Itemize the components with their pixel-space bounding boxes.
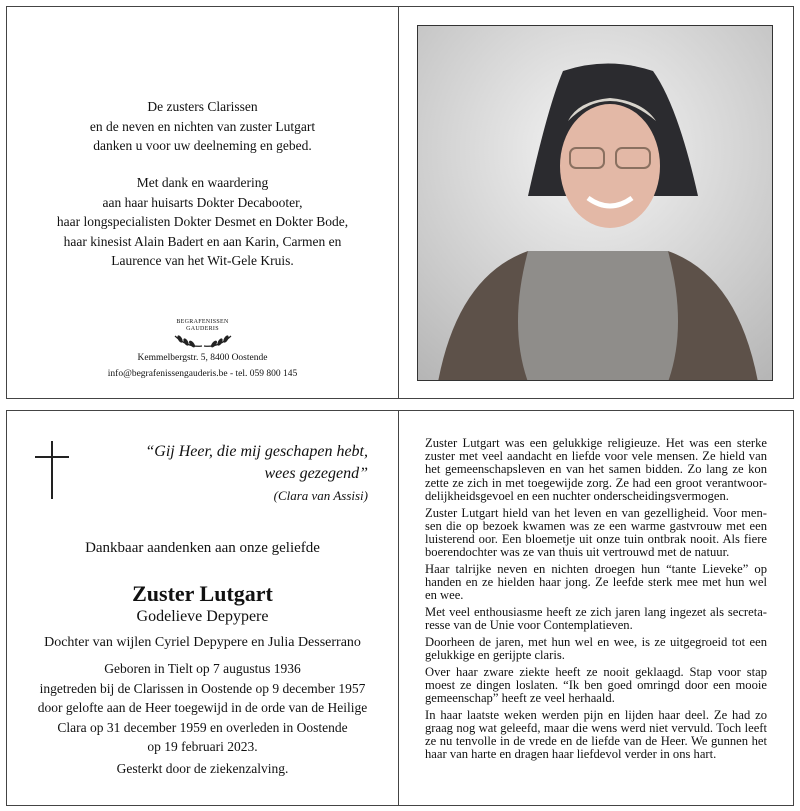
story-line: moest ze dingen loslaten. “Ik ben goed omringd door een mooie: [425, 677, 767, 692]
story-line: In haar laatste weken werden pijn en lijden haar deel. Ze had zo: [425, 707, 767, 722]
thanks-panel: [6, 6, 399, 399]
story-line: gemeenschap” heeft ze veel herhaald.: [425, 691, 615, 706]
story-line: Haar talrijke neven en nichten droegen hun “tante Lieveke” op: [425, 561, 767, 576]
quote-line: wees gezegend”: [264, 465, 368, 482]
logo-text: GAUDERIS: [186, 326, 219, 332]
story-line: Over haar zware ziekte heeft ze nooit geklaagd. Stap voor stap: [425, 664, 767, 679]
quote-line: “Gij Heer, die mij geschapen hebt,: [145, 443, 368, 460]
funeral-address: Kemmelbergstr. 5, 8400 Oostende: [137, 353, 268, 363]
story-line: Zuster Lutgart hield van het leven en van gezelligheid. Voor men-: [425, 505, 767, 520]
story-line: luisterend oor. Een bloemetje uit onze tuin ontbrak nooit. Als fiere: [425, 531, 767, 546]
story-line: zuster met veel aandacht en liefde voor vele mensen. Ze hield van: [425, 449, 767, 464]
text-line: Met dank en waardering: [136, 175, 269, 190]
quote: [145, 441, 368, 507]
memorial-intro: Dankbaar aandenken aan onze geliefde: [85, 540, 320, 556]
text-line: De zusters Clarissen: [147, 99, 258, 114]
cross-icon: [35, 441, 69, 499]
text-line: Geboren in Tielt op 7 augustus 1936: [104, 661, 301, 676]
story-line: het gemeenschapsleven en van het samen bidden. Zo lang ze kon: [425, 462, 767, 477]
quote-author: (Clara van Assisi): [273, 488, 368, 503]
text-line: Clara op 31 december 1959 en overleden in Oostende: [57, 719, 348, 735]
text-line: Laurence van het Wit-Gele Kruis.: [111, 253, 294, 268]
story-panel: [398, 410, 794, 806]
story-line: resse van de Unie voor Contemplatieven.: [425, 618, 633, 633]
story-line: handen en ze hielden haar jong. Ze leefde sterk mee met hun wel: [425, 575, 767, 590]
text-line: door gelofte aan de Heer toegewijd in de orde van de Heilige: [37, 700, 368, 715]
story-paragraph: [425, 563, 767, 603]
text-line: op 19 februari 2023.: [147, 739, 258, 754]
text-line: haar longspecialisten Dokter Desmet en Dokter Bode,: [56, 214, 349, 229]
story-line: Met veel enthousiasme heeft ze zich jaren lang ingezet als secreta-: [425, 604, 767, 619]
story-line: zette ze zich in met toegewijde zorg. Ze had een groot verantwoor-: [425, 475, 767, 490]
text-line: ingetreden bij de Clarissen in Oostende op 9 december 1957: [39, 680, 366, 696]
text-line: en de neven en nichten van zuster Lutgart: [89, 118, 316, 134]
memorial-panel: [6, 410, 399, 806]
story-line: Zuster Lutgart was een gelukkige religieuze. Het was een sterke: [425, 436, 767, 450]
portrait-photo: [417, 25, 773, 381]
civil-name: Godelieve Depypere: [136, 608, 269, 625]
story-paragraph: [425, 636, 767, 662]
story-line: sen die op bezoek kwamen was ze een warme gastvrouw met een: [425, 518, 767, 533]
life-story: [425, 437, 767, 765]
story-line: graag nog wat geleefd, maar die wens werd niet vervuld. Toch leeft: [425, 721, 767, 736]
story-line: gelukkige en gerijpte claris.: [425, 648, 565, 663]
story-line: boerendochter was ze van thuis uit vertrouwd met de natuur.: [425, 545, 730, 560]
deceased-name: Zuster Lutgart: [132, 581, 273, 606]
logo-text: BEGRAFENISSEN: [176, 319, 229, 325]
story-line: Doorheen de jaren, met hun wel en wee, is ze uitgegroeid tot een: [425, 634, 767, 649]
closing-line: Gesterkt door de ziekenzalving.: [116, 761, 289, 776]
thanks-text-1: [7, 97, 398, 156]
thanks-text-2: [7, 173, 398, 271]
laurel-icon: [173, 334, 233, 348]
parents: Dochter van wijlen Cyriel Depypere en Julia Desserrano: [44, 635, 361, 650]
life-details: [7, 659, 398, 757]
funeral-home-logo: [7, 319, 398, 352]
story-paragraph: [425, 666, 767, 706]
story-paragraph: [425, 437, 767, 503]
photo-panel: [398, 6, 794, 399]
story-line: ze nu tenvolle in de vrede en de liefde van de Heer. We gunnen het: [425, 734, 767, 749]
text-line: danken u voor uw deelneming en gebed.: [93, 138, 312, 153]
story-line: haar van harte en dragen haar liefdevol verder in ons hart.: [425, 747, 717, 762]
text-line: aan haar huisarts Dokter Decabooter,: [102, 194, 303, 210]
story-paragraph: [425, 606, 767, 632]
story-line: delijkheidsgevoel en een nuchter onderscheidingsvermogen.: [425, 488, 729, 503]
story-line: en wee.: [425, 588, 464, 603]
story-paragraph: [425, 709, 767, 762]
text-line: haar kinesist Alain Badert en aan Karin, Carmen en: [63, 233, 342, 249]
story-paragraph: [425, 507, 767, 560]
funeral-contact: info@begrafenissengauderis.be - tel. 059 800 145: [107, 369, 298, 379]
